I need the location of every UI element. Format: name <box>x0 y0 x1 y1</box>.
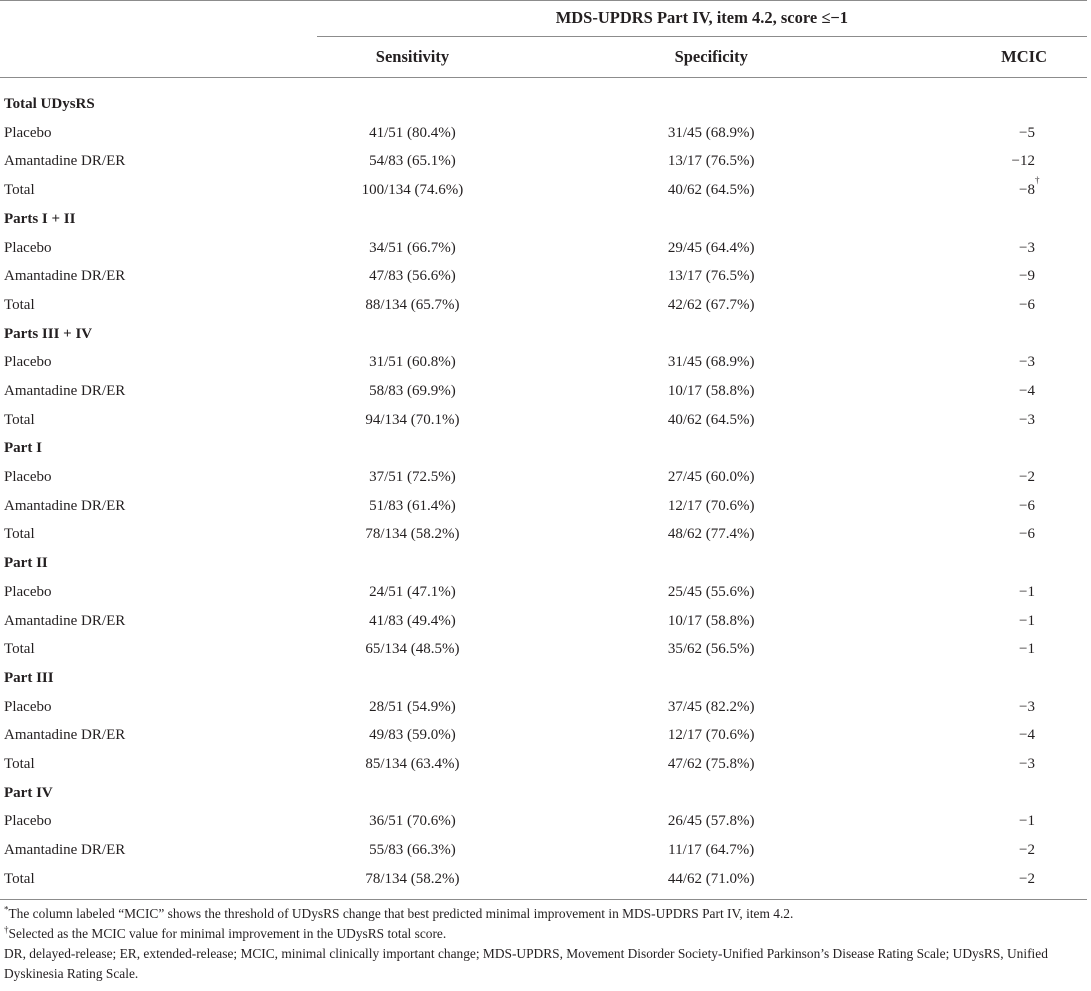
sensitivity-cell: 65/134 (48.5%) <box>365 641 460 658</box>
table-row <box>0 291 1087 320</box>
group-title: Part III <box>4 669 54 686</box>
mcic-cell <box>914 291 1087 320</box>
row-label: Amantadine DR/ER <box>4 842 126 859</box>
sensitivity-cell: 49/83 (59.0%) <box>369 727 456 744</box>
specificity-cell: 11/17 (64.7%) <box>668 842 755 859</box>
sensitivity-cell: 34/51 (66.7%) <box>369 239 456 256</box>
table-row <box>0 463 1087 492</box>
row-label: Placebo <box>4 354 52 371</box>
specificity-cell: 26/45 (57.8%) <box>667 813 755 830</box>
mcic-cell <box>914 578 1087 607</box>
table-row <box>0 492 1087 521</box>
table-row <box>0 607 1087 636</box>
sensitivity-cell: 37/51 (72.5%) <box>369 469 456 486</box>
mcic-value: −3 <box>1019 411 1035 428</box>
mcic-cell <box>914 607 1087 636</box>
mcic-value: −2 <box>1019 842 1035 859</box>
row-label: Placebo <box>4 698 52 715</box>
mcic-cell <box>914 750 1087 779</box>
row-label: Placebo <box>4 124 52 141</box>
stub-header-blank <box>0 0 317 37</box>
table-row <box>0 693 1087 722</box>
table-row <box>0 377 1087 406</box>
group-title: Total UDysRS <box>4 96 95 112</box>
table-row <box>0 262 1087 291</box>
sensitivity-cell: 41/51 (80.4%) <box>369 124 456 141</box>
footnote: *The column labeled “MCIC” shows the threshold of UDysRS change that best predicted minimal improvement in MDS-UPDRS Part IV, item 4.2. <box>4 904 794 921</box>
mcic-value: −6 <box>1019 497 1035 514</box>
bottom-rule <box>0 899 1087 900</box>
specificity-cell: 47/62 (75.8%) <box>667 755 755 772</box>
table-row <box>0 349 1087 378</box>
stub-header <box>0 37 317 78</box>
sensitivity-cell: 54/83 (65.1%) <box>369 153 456 170</box>
row-label: Total <box>4 526 35 543</box>
table-row <box>0 722 1087 751</box>
group-title: Part I <box>4 440 42 457</box>
specificity-cell: 12/17 (70.6%) <box>667 497 755 514</box>
row-label: Amantadine DR/ER <box>4 727 126 744</box>
mcic-cell <box>914 463 1087 492</box>
sensitivity-cell: 58/83 (69.9%) <box>369 382 456 399</box>
specificity-cell: 10/17 (58.8%) <box>667 612 755 629</box>
row-label: Total <box>4 755 35 772</box>
column-header-sensitivity: Sensitivity <box>317 37 508 78</box>
top-rule <box>0 0 1087 1</box>
sensitivity-cell: 47/83 (56.6%) <box>369 268 456 285</box>
row-label: Total <box>4 870 35 887</box>
mcic-value: −1 <box>1019 813 1035 830</box>
specificity-cell: 13/17 (76.5%) <box>667 153 755 170</box>
table-row <box>0 750 1087 779</box>
row-label: Total <box>4 181 35 198</box>
group-title: Part II <box>4 555 48 572</box>
specificity-cell: 40/62 (64.5%) <box>667 181 755 198</box>
row-label: Amantadine DR/ER <box>4 612 126 629</box>
mcic-value: −3 <box>1019 755 1035 772</box>
specificity-cell: 44/62 (71.0%) <box>667 870 755 887</box>
specificity-cell: 42/62 (67.7%) <box>667 296 755 313</box>
column-header-mcic: MCIC <box>914 37 1087 78</box>
mcic-cell <box>914 836 1087 865</box>
specificity-cell: 13/17 (76.5%) <box>667 268 755 285</box>
table-row <box>0 521 1087 550</box>
group-header-row <box>0 320 1087 349</box>
table-row <box>0 808 1087 837</box>
sensitivity-cell: 78/134 (58.2%) <box>365 526 460 543</box>
specificity-cell: 37/45 (82.2%) <box>667 698 755 715</box>
footnote-mark: * <box>4 904 9 915</box>
mcic-value: −3 <box>1019 698 1035 715</box>
specificity-cell: 48/62 (77.4%) <box>667 526 755 543</box>
mcic-cell <box>914 262 1087 291</box>
column-header-specificity: Specificity <box>508 37 914 78</box>
sensitivity-cell: 85/134 (63.4%) <box>365 755 460 772</box>
mcic-value: −4 <box>1019 727 1035 744</box>
group-title: Parts I + II <box>4 210 76 227</box>
table-body <box>0 78 1087 894</box>
mcic-cell <box>914 148 1087 177</box>
specificity-cell: 10/17 (58.8%) <box>667 382 755 399</box>
spanner-header: MDS-UPDRS Part IV, item 4.2, score ≤−1 <box>317 0 1087 37</box>
footnote: †Selected as the MCIC value for minimal improvement in the UDysRS total score. <box>4 924 447 941</box>
mcic-value: −3 <box>1019 239 1035 256</box>
mcic-value: −12 <box>1011 153 1035 170</box>
table-row <box>0 865 1087 894</box>
sensitivity-cell: 88/134 (65.7%) <box>365 296 460 313</box>
sensitivity-cell: 55/83 (66.3%) <box>369 842 456 859</box>
row-label: Placebo <box>4 469 52 486</box>
group-title: Part IV <box>4 784 53 801</box>
sensitivity-cell: 31/51 (60.8%) <box>369 354 456 371</box>
row-label: Placebo <box>4 813 52 830</box>
footnote-mark: † <box>4 924 9 935</box>
specificity-cell: 31/45 (68.9%) <box>667 354 755 371</box>
table-row <box>0 176 1087 205</box>
sensitivity-cell: 100/134 (74.6%) <box>361 181 464 198</box>
mcic-cell <box>914 492 1087 521</box>
footnote-abbreviations: DR, delayed-release; ER, extended-release; MCIC, minimal clinically important change; MDS-UPDRS, Movement Disorder Society-Unified Parkinson’s Disease Rating Scale; UDysRS, Unified Dyskinesia Rating Scale. <box>4 946 1048 981</box>
row-label: Placebo <box>4 239 52 256</box>
specificity-cell: 40/62 (64.5%) <box>667 411 755 428</box>
mcic-cell <box>914 808 1087 837</box>
group-header-row <box>0 779 1087 808</box>
mcic-value: −1 <box>1019 612 1035 629</box>
row-label: Amantadine DR/ER <box>4 153 126 170</box>
specificity-cell: 31/45 (68.9%) <box>667 124 755 141</box>
group-header-row <box>0 549 1087 578</box>
sensitivity-cell: 28/51 (54.9%) <box>369 698 456 715</box>
group-header-row <box>0 78 1087 120</box>
table-row <box>0 119 1087 148</box>
sensitivity-cell: 36/51 (70.6%) <box>369 813 456 830</box>
spanner-header-row <box>0 0 1087 37</box>
mcic-cell <box>914 693 1087 722</box>
row-label: Total <box>4 641 35 658</box>
sensitivity-cell: 24/51 (47.1%) <box>369 583 456 600</box>
sensitivity-cell: 94/134 (70.1%) <box>365 411 460 428</box>
table-row <box>0 635 1087 664</box>
mcic-cell <box>914 234 1087 263</box>
mcic-cell <box>914 119 1087 148</box>
sensitivity-cell: 41/83 (49.4%) <box>369 612 456 629</box>
sensitivity-cell: 78/134 (58.2%) <box>365 870 460 887</box>
specificity-cell: 12/17 (70.6%) <box>667 727 755 744</box>
group-header-row <box>0 434 1087 463</box>
group-title: Parts III + IV <box>4 325 93 342</box>
mcic-value: −5 <box>1019 124 1035 141</box>
specificity-cell: 29/45 (64.4%) <box>667 239 755 256</box>
row-label: Placebo <box>4 583 52 600</box>
table-row <box>0 836 1087 865</box>
column-header-row <box>0 37 1087 78</box>
mcic-value: −2 <box>1019 870 1035 887</box>
mcic-value: −1 <box>1019 583 1035 600</box>
sensitivity-cell: 51/83 (61.4%) <box>369 497 456 514</box>
table-row <box>0 234 1087 263</box>
specificity-cell: 25/45 (55.6%) <box>667 583 755 600</box>
mcic-value: −8 <box>1019 181 1035 198</box>
row-label: Amantadine DR/ER <box>4 268 126 285</box>
mcic-cell: −8 † <box>1019 174 1040 198</box>
mcic-cell <box>914 635 1087 664</box>
row-label: Total <box>4 411 35 428</box>
row-label: Total <box>4 296 35 313</box>
mcic-value: −6 <box>1019 526 1035 543</box>
table-footnotes <box>4 904 1087 984</box>
table-row <box>0 148 1087 177</box>
mcic-cell <box>914 377 1087 406</box>
mcic-cell <box>914 406 1087 435</box>
table-row <box>0 578 1087 607</box>
specificity-cell: 27/45 (60.0%) <box>667 469 755 486</box>
row-label: Amantadine DR/ER <box>4 497 126 514</box>
mcic-cell <box>914 865 1087 894</box>
mcic-cell <box>914 521 1087 550</box>
mcic-value: −2 <box>1019 469 1035 486</box>
mcic-cell <box>914 722 1087 751</box>
mcic-value: −3 <box>1019 354 1035 371</box>
mcic-value: −4 <box>1019 382 1035 399</box>
mcic-value: −1 <box>1019 641 1035 658</box>
group-header-row <box>0 205 1087 234</box>
row-label: Amantadine DR/ER <box>4 382 126 399</box>
mcic-value: −6 <box>1019 296 1035 313</box>
group-header-row <box>0 664 1087 693</box>
table-row <box>0 406 1087 435</box>
mcic-value: −9 <box>1019 268 1035 285</box>
mcic-cell <box>914 349 1087 378</box>
specificity-cell: 35/62 (56.5%) <box>667 641 755 658</box>
